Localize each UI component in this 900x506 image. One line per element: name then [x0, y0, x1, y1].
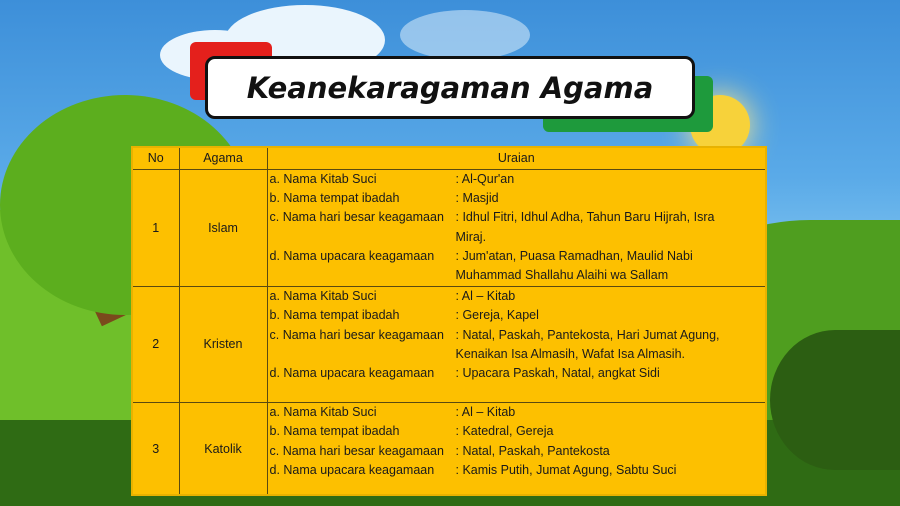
- item-value: : Al-Qur'an: [455, 171, 515, 186]
- table-header-row: [132, 147, 766, 169]
- item-label: [270, 345, 456, 364]
- title-banner: [205, 56, 695, 119]
- item-value: : Al – Kitab: [455, 404, 516, 419]
- item-label: a. Nama Kitab Suci: [269, 171, 377, 186]
- item-value: : Kamis Putih, Jumat Agung, Sabtu Suci: [455, 463, 677, 478]
- item-label: b. Nama tempat ibadah: [269, 190, 400, 205]
- uraian-line: [270, 442, 766, 461]
- item-value: : Natal, Paskah, Pantekosta, Hari Jumat Agung,: [455, 327, 720, 342]
- item-label: d. Nama upacara keagamaan: [269, 463, 435, 478]
- page-title: Keanekaragaman Agama: [246, 70, 654, 105]
- cell-uraian: [267, 402, 766, 495]
- item-value: Kenaikan Isa Almasih, Wafat Isa Almasih.: [455, 347, 686, 362]
- item-label: a. Nama Kitab Suci: [269, 288, 377, 303]
- item-label: a. Nama Kitab Suci: [269, 404, 377, 419]
- item-value: Miraj.: [455, 229, 487, 244]
- cloud: [400, 10, 530, 60]
- header-uraian: Uraian: [267, 147, 766, 169]
- uraian-line: [270, 345, 766, 364]
- item-label: d. Nama upacara keagamaan: [269, 249, 435, 264]
- item-value: : Katedral, Gereja: [455, 424, 554, 439]
- uraian-line: [270, 306, 766, 325]
- header-no: No: [132, 147, 179, 169]
- uraian-line: [270, 422, 766, 441]
- uraian-line: [270, 287, 766, 306]
- cell-uraian: [267, 169, 766, 286]
- item-value: : Upacara Paskah, Natal, angkat Sidi: [455, 366, 660, 381]
- uraian-line: [270, 364, 766, 383]
- uraian-line: [270, 247, 766, 266]
- cell-agama: Islam: [179, 169, 267, 286]
- item-value: : Natal, Paskah, Pantekosta: [455, 443, 610, 458]
- uraian-line: [270, 228, 766, 247]
- cell-agama: Katolik: [179, 402, 267, 495]
- uraian-line: [270, 208, 766, 227]
- item-label: [270, 228, 456, 247]
- item-label: c. Nama hari besar keagamaan: [269, 210, 444, 225]
- uraian-line: [270, 189, 766, 208]
- item-value: : Gereja, Kapel: [455, 308, 539, 323]
- table-row: [132, 169, 766, 286]
- item-label: b. Nama tempat ibadah: [269, 424, 400, 439]
- item-label: c. Nama hari besar keagamaan: [269, 443, 444, 458]
- religion-table: [131, 146, 767, 496]
- uraian-line: [270, 326, 766, 345]
- item-label: d. Nama upacara keagamaan: [269, 366, 435, 381]
- uraian-line: [270, 403, 766, 422]
- cell-uraian: [267, 286, 766, 402]
- uraian-line: [270, 461, 766, 480]
- header-agama: Agama: [179, 147, 267, 169]
- cell-no: 2: [132, 286, 179, 402]
- item-label: c. Nama hari besar keagamaan: [269, 327, 444, 342]
- item-value: Muhammad Shallahu Alaihi wa Sallam: [455, 268, 669, 283]
- uraian-line: [270, 266, 766, 285]
- item-label: b. Nama tempat ibadah: [269, 308, 400, 323]
- cell-no: 1: [132, 169, 179, 286]
- item-value: : Idhul Fitri, Idhul Adha, Tahun Baru Hijrah, Isra: [455, 210, 715, 225]
- cell-agama: Kristen: [179, 286, 267, 402]
- cell-no: 3: [132, 402, 179, 495]
- bush: [770, 330, 900, 470]
- uraian-line: [270, 170, 766, 189]
- item-label: [270, 266, 456, 285]
- item-value: : Al – Kitab: [455, 288, 516, 303]
- table-row: [132, 286, 766, 402]
- item-value: : Masjid: [455, 190, 499, 205]
- table-row: [132, 402, 766, 495]
- item-value: : Jum'atan, Puasa Ramadhan, Maulid Nabi: [455, 249, 693, 264]
